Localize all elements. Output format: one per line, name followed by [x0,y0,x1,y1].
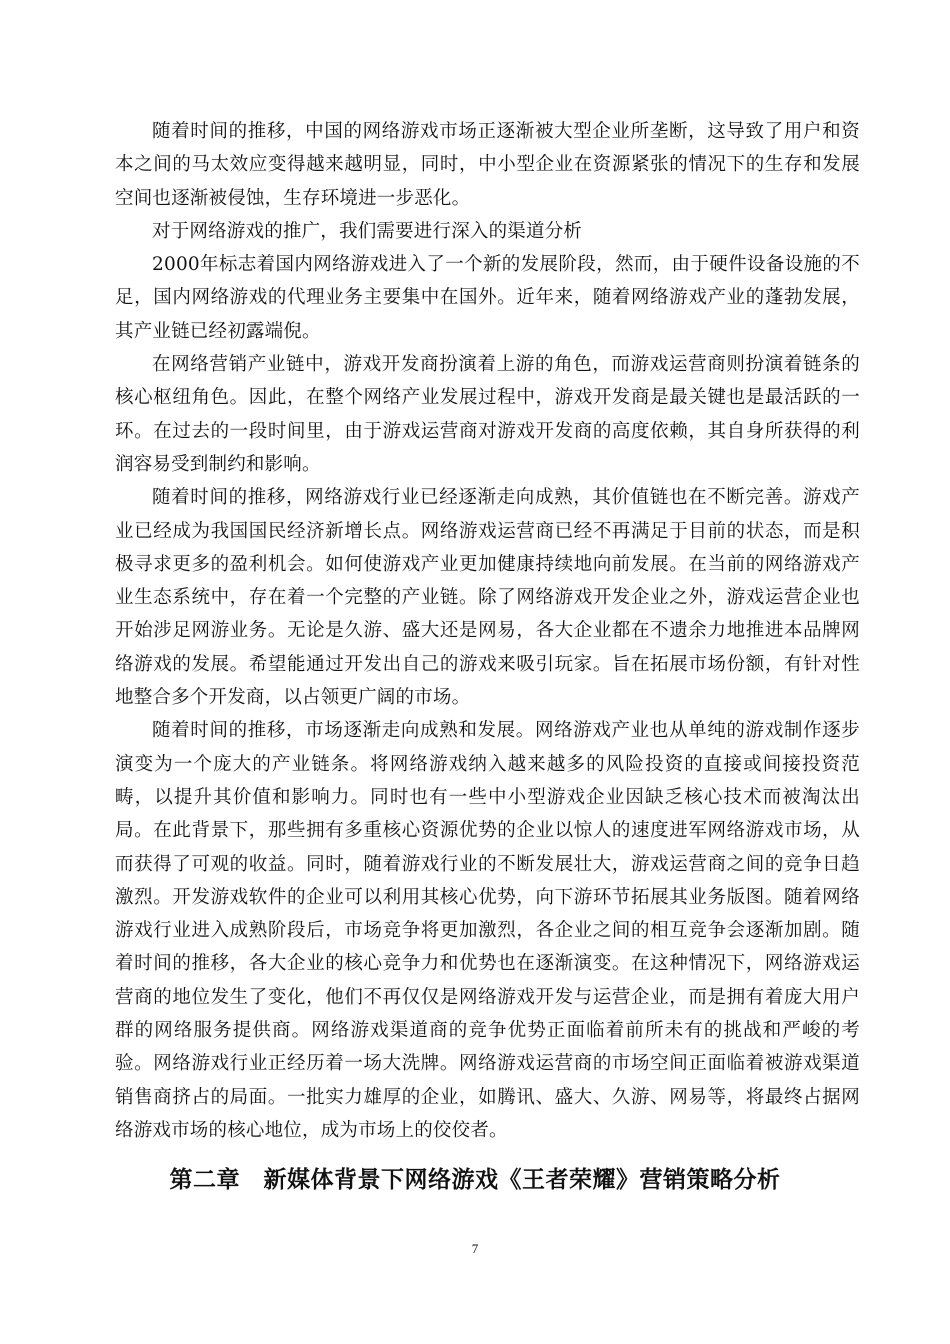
paragraph: 在网络营销产业链中，游戏开发商扮演着上游的角色，而游戏运营商则扮演着链条的核心枢纽角色。因此，在整个网络产业发展过程中，游戏开发商是最关键也是最活跃的一环。在过去的一段时间里，由于游戏运营商对游戏开发商的高度依赖，其自身所获得的利润容易受到制约和影响。 [115,354,860,475]
chapter-title: 第二章 新媒体背景下网络游戏《王者荣耀》营销策略分析 [169,1167,781,1193]
paragraph: 2000年标志着国内网络游戏进入了一个新的发展阶段，然而，由于硬件设备设施的不足，国内网络游戏的代理业务主要集中在国外。近年来，随着网络游戏产业的蓬勃发展，其产业链已经初露端倪。 [115,254,860,342]
body-text [115,115,860,1147]
paragraph: 对于网络游戏的推广，我们需要进行深入的渠道分析 [152,220,583,242]
paragraph: 随着时间的推移，市场逐渐走向成熟和发展。网络游戏产业也从单纯的游戏制作逐步演变为一个庞大的产业链条。将网络游戏纳入越来越多的风险投资的直接或间接投资范畴，以提升其价值和影响力。同时也有一些中小型游戏企业因缺乏核心技术而被淘汰出局。在此背景下，那些拥有多重核心资源优势的企业以惊人的速度进军网络游戏市场，从而获得了可观的收益。同时，随着游戏行业的不断发展壮大，游戏运营商之间的竞争日趋激烈。开发游戏软件的企业可以利用其核心优势，向下游环节拓展其业务版图。随着网络游戏行业进入成熟阶段后，市场竞争将更加激烈，各企业之间的相互竞争会逐渐加剧。随着时间的推移，各大企业的核心竞争力和优势也在逐渐演变。在这种情况下，网络游戏运营商的地位发生了变化，他们不再仅仅是网络游戏开发与运营企业，而是拥有着庞大用户群的网络服务提供商。网络游戏渠道商的竞争优势正面临着前所未有的挑战和严峻的考验。网络游戏行业正经历着一场大洗牌。网络游戏运营商的市场空间正面临着被游戏渠道销售商挤占的局面。一批实力雄厚的企业，如腾讯、盛大、久游、网易等，将最终占据网络游戏市场的核心地位，成为市场上的佼佼者。 [115,720,860,1141]
paragraph: 随着时间的推移，网络游戏行业已经逐渐走向成熟，其价值链也在不断完善。游戏产业已经成为我国国民经济新增长点。网络游戏运营商已经不再满足于目前的状态，而是积极寻求更多的盈利机会。如何使游戏产业更加健康持续地向前发展。在当前的网络游戏产业生态系统中，存在着一个完整的产业链。除了网络游戏开发企业之外，游戏运营企业也开始涉足网游业务。无论是久游、盛大还是网易，各大企业都在不遗余力地推进本品牌网络游戏的发展。希望能通过开发出自己的游戏来吸引玩家。旨在拓展市场份额，有针对性地整合多个开发商，以占领更广阔的市场。 [115,487,860,709]
paragraph: 随着时间的推移，中国的网络游戏市场正逐渐被大型企业所垄断，这导致了用户和资本之间的马太效应变得越来越明显，同时，中小型企业在资源紧张的情况下的生存和发展空间也逐渐被侵蚀，生存环境进一步恶化。 [115,121,860,209]
page-number: 7 [471,1241,479,1256]
